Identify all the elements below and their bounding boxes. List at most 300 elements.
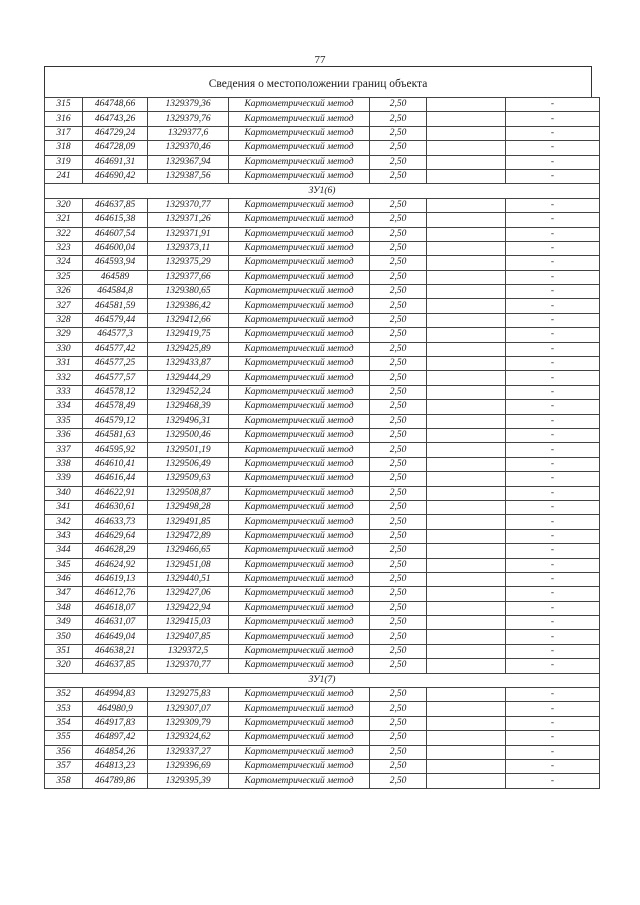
method-cell: Картометрический метод: [229, 414, 370, 428]
point-number-cell: 328: [45, 313, 83, 327]
note-cell: -: [506, 313, 600, 327]
method-cell: Картометрический метод: [229, 774, 370, 788]
x-coordinate-cell: 464649,04: [83, 630, 148, 644]
x-coordinate-cell: 464633,73: [83, 515, 148, 529]
y-coordinate-cell: 1329468,39: [148, 400, 229, 414]
extra-cell: [427, 313, 506, 327]
table-row: [45, 472, 600, 486]
method-cell: Картометрический метод: [229, 486, 370, 500]
table-row: [45, 457, 600, 471]
table-row: [45, 702, 600, 716]
note-cell: -: [506, 98, 600, 112]
note-cell: -: [506, 270, 600, 284]
method-cell: Картометрический метод: [229, 472, 370, 486]
point-number-cell: 358: [45, 774, 83, 788]
y-coordinate-cell: 1329498,28: [148, 500, 229, 514]
point-number-cell: 327: [45, 299, 83, 313]
table-row: [45, 357, 600, 371]
y-coordinate-cell: 1329508,87: [148, 486, 229, 500]
extra-cell: [427, 457, 506, 471]
point-number-cell: 322: [45, 227, 83, 241]
point-number-cell: 325: [45, 270, 83, 284]
method-cell: Картометрический метод: [229, 227, 370, 241]
extra-cell: [427, 285, 506, 299]
x-coordinate-cell: 464595,92: [83, 443, 148, 457]
table-row: [45, 659, 600, 673]
point-number-cell: 331: [45, 357, 83, 371]
table-row: [45, 716, 600, 730]
precision-cell: 2,50: [370, 443, 427, 457]
extra-cell: [427, 486, 506, 500]
note-cell: -: [506, 400, 600, 414]
y-coordinate-cell: 1329379,76: [148, 112, 229, 126]
note-cell: -: [506, 630, 600, 644]
y-coordinate-cell: 1329375,29: [148, 256, 229, 270]
table-row: [45, 155, 600, 169]
method-cell: Картометрический метод: [229, 572, 370, 586]
extra-cell: [427, 141, 506, 155]
x-coordinate-cell: 464577,57: [83, 371, 148, 385]
extra-cell: [427, 198, 506, 212]
y-coordinate-cell: 1329433,87: [148, 357, 229, 371]
extra-cell: [427, 644, 506, 658]
note-cell: -: [506, 371, 600, 385]
x-coordinate-cell: 464690,42: [83, 169, 148, 183]
y-coordinate-cell: 1329309,79: [148, 716, 229, 730]
point-number-cell: 355: [45, 731, 83, 745]
point-number-cell: 334: [45, 400, 83, 414]
table-title: Сведения о местоположении границ объекта: [44, 66, 592, 97]
x-coordinate-cell: 464581,63: [83, 428, 148, 442]
group-header-row: [45, 184, 600, 198]
extra-cell: [427, 112, 506, 126]
table-row: [45, 385, 600, 399]
method-cell: Картометрический метод: [229, 544, 370, 558]
precision-cell: 2,50: [370, 155, 427, 169]
precision-cell: 2,50: [370, 472, 427, 486]
extra-cell: [427, 587, 506, 601]
y-coordinate-cell: 1329373,11: [148, 241, 229, 255]
y-coordinate-cell: 1329506,49: [148, 457, 229, 471]
point-number-cell: 347: [45, 587, 83, 601]
point-number-cell: 320: [45, 659, 83, 673]
precision-cell: 2,50: [370, 357, 427, 371]
extra-cell: [427, 544, 506, 558]
table-row: [45, 414, 600, 428]
table-row: [45, 759, 600, 773]
method-cell: Картометрический метод: [229, 601, 370, 615]
point-number-cell: 241: [45, 169, 83, 183]
extra-cell: [427, 155, 506, 169]
precision-cell: 2,50: [370, 313, 427, 327]
x-coordinate-cell: 464917,83: [83, 716, 148, 730]
y-coordinate-cell: 1329427,06: [148, 587, 229, 601]
point-number-cell: 353: [45, 702, 83, 716]
precision-cell: 2,50: [370, 141, 427, 155]
table-row: [45, 572, 600, 586]
table-row: [45, 169, 600, 183]
y-coordinate-cell: 1329509,63: [148, 472, 229, 486]
extra-cell: [427, 716, 506, 730]
x-coordinate-cell: 464691,31: [83, 155, 148, 169]
note-cell: -: [506, 515, 600, 529]
x-coordinate-cell: 464630,61: [83, 500, 148, 514]
point-number-cell: 349: [45, 616, 83, 630]
precision-cell: 2,50: [370, 285, 427, 299]
note-cell: -: [506, 731, 600, 745]
y-coordinate-cell: 1329412,66: [148, 313, 229, 327]
precision-cell: 2,50: [370, 601, 427, 615]
method-cell: Картометрический метод: [229, 169, 370, 183]
y-coordinate-cell: 1329386,42: [148, 299, 229, 313]
precision-cell: 2,50: [370, 702, 427, 716]
note-cell: -: [506, 443, 600, 457]
x-coordinate-cell: 464618,07: [83, 601, 148, 615]
method-cell: Картометрический метод: [229, 98, 370, 112]
precision-cell: 2,50: [370, 616, 427, 630]
method-cell: Картометрический метод: [229, 385, 370, 399]
table-row: [45, 486, 600, 500]
point-number-cell: 329: [45, 328, 83, 342]
y-coordinate-cell: 1329407,85: [148, 630, 229, 644]
x-coordinate-cell: 464581,59: [83, 299, 148, 313]
x-coordinate-cell: 464813,23: [83, 759, 148, 773]
table-row: [45, 745, 600, 759]
extra-cell: [427, 443, 506, 457]
point-number-cell: 342: [45, 515, 83, 529]
extra-cell: [427, 630, 506, 644]
extra-cell: [427, 227, 506, 241]
point-number-cell: 318: [45, 141, 83, 155]
extra-cell: [427, 601, 506, 615]
precision-cell: 2,50: [370, 400, 427, 414]
y-coordinate-cell: 1329337,27: [148, 745, 229, 759]
y-coordinate-cell: 1329370,77: [148, 198, 229, 212]
extra-cell: [427, 169, 506, 183]
x-coordinate-cell: 464637,85: [83, 659, 148, 673]
precision-cell: 2,50: [370, 126, 427, 140]
x-coordinate-cell: 464638,21: [83, 644, 148, 658]
point-number-cell: 320: [45, 198, 83, 212]
extra-cell: [427, 256, 506, 270]
table-row: [45, 500, 600, 514]
table-row: [45, 98, 600, 112]
x-coordinate-cell: 464624,92: [83, 558, 148, 572]
extra-cell: [427, 702, 506, 716]
note-cell: -: [506, 112, 600, 126]
point-number-cell: 339: [45, 472, 83, 486]
extra-cell: [427, 688, 506, 702]
method-cell: Картометрический метод: [229, 500, 370, 514]
extra-cell: [427, 357, 506, 371]
x-coordinate-cell: 464589: [83, 270, 148, 284]
method-cell: Картометрический метод: [229, 256, 370, 270]
x-coordinate-cell: 464577,25: [83, 357, 148, 371]
table-row: [45, 616, 600, 630]
method-cell: Картометрический метод: [229, 241, 370, 255]
y-coordinate-cell: 1329377,66: [148, 270, 229, 284]
x-coordinate-cell: 464622,91: [83, 486, 148, 500]
note-cell: -: [506, 342, 600, 356]
point-number-cell: 344: [45, 544, 83, 558]
coordinates-table-body: [45, 98, 600, 789]
table-row: [45, 443, 600, 457]
precision-cell: 2,50: [370, 112, 427, 126]
precision-cell: 2,50: [370, 500, 427, 514]
table-row: [45, 428, 600, 442]
precision-cell: 2,50: [370, 745, 427, 759]
point-number-cell: 357: [45, 759, 83, 773]
extra-cell: [427, 342, 506, 356]
table-row: [45, 126, 600, 140]
method-cell: Картометрический метод: [229, 428, 370, 442]
x-coordinate-cell: 464577,42: [83, 342, 148, 356]
y-coordinate-cell: 1329422,94: [148, 601, 229, 615]
note-cell: -: [506, 126, 600, 140]
note-cell: -: [506, 256, 600, 270]
y-coordinate-cell: 1329396,69: [148, 759, 229, 773]
table-row: [45, 688, 600, 702]
x-coordinate-cell: 464619,13: [83, 572, 148, 586]
method-cell: Картометрический метод: [229, 716, 370, 730]
method-cell: Картометрический метод: [229, 558, 370, 572]
table-row: [45, 328, 600, 342]
y-coordinate-cell: 1329395,39: [148, 774, 229, 788]
note-cell: -: [506, 572, 600, 586]
precision-cell: 2,50: [370, 342, 427, 356]
point-number-cell: 317: [45, 126, 83, 140]
method-cell: Картометрический метод: [229, 659, 370, 673]
y-coordinate-cell: 1329367,94: [148, 155, 229, 169]
y-coordinate-cell: 1329496,31: [148, 414, 229, 428]
group-header-row: [45, 673, 600, 687]
y-coordinate-cell: 1329472,89: [148, 529, 229, 543]
note-cell: -: [506, 716, 600, 730]
table-row: [45, 313, 600, 327]
note-cell: -: [506, 141, 600, 155]
y-coordinate-cell: 1329491,85: [148, 515, 229, 529]
precision-cell: 2,50: [370, 198, 427, 212]
point-number-cell: 333: [45, 385, 83, 399]
y-coordinate-cell: 1329324,62: [148, 731, 229, 745]
method-cell: Картометрический метод: [229, 270, 370, 284]
precision-cell: 2,50: [370, 558, 427, 572]
extra-cell: [427, 616, 506, 630]
note-cell: -: [506, 457, 600, 471]
extra-cell: [427, 428, 506, 442]
precision-cell: 2,50: [370, 213, 427, 227]
precision-cell: 2,50: [370, 774, 427, 788]
method-cell: Картометрический метод: [229, 616, 370, 630]
note-cell: -: [506, 616, 600, 630]
extra-cell: [427, 515, 506, 529]
extra-cell: [427, 731, 506, 745]
x-coordinate-cell: 464854,26: [83, 745, 148, 759]
precision-cell: 2,50: [370, 688, 427, 702]
x-coordinate-cell: 464631,07: [83, 616, 148, 630]
x-coordinate-cell: 464729,24: [83, 126, 148, 140]
group-label: ЗУ1(6): [45, 184, 600, 198]
point-number-cell: 324: [45, 256, 83, 270]
extra-cell: [427, 774, 506, 788]
note-cell: -: [506, 702, 600, 716]
method-cell: Картометрический метод: [229, 515, 370, 529]
extra-cell: [427, 213, 506, 227]
method-cell: Картометрический метод: [229, 141, 370, 155]
x-coordinate-cell: 464980,9: [83, 702, 148, 716]
extra-cell: [427, 759, 506, 773]
table-row: [45, 285, 600, 299]
precision-cell: 2,50: [370, 515, 427, 529]
precision-cell: 2,50: [370, 457, 427, 471]
extra-cell: [427, 400, 506, 414]
table-row: [45, 270, 600, 284]
coordinates-table: [44, 97, 600, 789]
precision-cell: 2,50: [370, 630, 427, 644]
note-cell: -: [506, 529, 600, 543]
table-row: [45, 558, 600, 572]
table-row: [45, 213, 600, 227]
x-coordinate-cell: 464579,12: [83, 414, 148, 428]
point-number-cell: 351: [45, 644, 83, 658]
table-row: [45, 544, 600, 558]
precision-cell: 2,50: [370, 529, 427, 543]
table-row: [45, 227, 600, 241]
x-coordinate-cell: 464612,76: [83, 587, 148, 601]
point-number-cell: 356: [45, 745, 83, 759]
y-coordinate-cell: 1329500,46: [148, 428, 229, 442]
point-number-cell: 341: [45, 500, 83, 514]
precision-cell: 2,50: [370, 270, 427, 284]
method-cell: Картометрический метод: [229, 126, 370, 140]
y-coordinate-cell: 1329377,6: [148, 126, 229, 140]
extra-cell: [427, 299, 506, 313]
group-label: ЗУ1(7): [45, 673, 600, 687]
note-cell: -: [506, 385, 600, 399]
x-coordinate-cell: 464728,09: [83, 141, 148, 155]
method-cell: Картометрический метод: [229, 313, 370, 327]
y-coordinate-cell: 1329415,03: [148, 616, 229, 630]
point-number-cell: 323: [45, 241, 83, 255]
y-coordinate-cell: 1329466,65: [148, 544, 229, 558]
x-coordinate-cell: 464748,66: [83, 98, 148, 112]
method-cell: Картометрический метод: [229, 400, 370, 414]
method-cell: Картометрический метод: [229, 112, 370, 126]
extra-cell: [427, 98, 506, 112]
extra-cell: [427, 500, 506, 514]
page-number: 77: [314, 54, 326, 66]
x-coordinate-cell: 464994,83: [83, 688, 148, 702]
point-number-cell: 332: [45, 371, 83, 385]
point-number-cell: 337: [45, 443, 83, 457]
precision-cell: 2,50: [370, 328, 427, 342]
table-row: [45, 630, 600, 644]
method-cell: Картометрический метод: [229, 630, 370, 644]
point-number-cell: 354: [45, 716, 83, 730]
extra-cell: [427, 659, 506, 673]
table-row: [45, 400, 600, 414]
method-cell: Картометрический метод: [229, 457, 370, 471]
note-cell: -: [506, 500, 600, 514]
y-coordinate-cell: 1329425,89: [148, 342, 229, 356]
extra-cell: [427, 385, 506, 399]
y-coordinate-cell: 1329370,46: [148, 141, 229, 155]
table-row: [45, 515, 600, 529]
method-cell: Картометрический метод: [229, 371, 370, 385]
extra-cell: [427, 270, 506, 284]
extra-cell: [427, 745, 506, 759]
extra-cell: [427, 241, 506, 255]
table-row: [45, 256, 600, 270]
table-row: [45, 241, 600, 255]
precision-cell: 2,50: [370, 759, 427, 773]
x-coordinate-cell: 464578,12: [83, 385, 148, 399]
method-cell: Картометрический метод: [229, 342, 370, 356]
note-cell: -: [506, 774, 600, 788]
point-number-cell: 348: [45, 601, 83, 615]
method-cell: Картометрический метод: [229, 443, 370, 457]
precision-cell: 2,50: [370, 414, 427, 428]
table-row: [45, 644, 600, 658]
x-coordinate-cell: 464579,44: [83, 313, 148, 327]
point-number-cell: 350: [45, 630, 83, 644]
point-number-cell: 338: [45, 457, 83, 471]
point-number-cell: 316: [45, 112, 83, 126]
x-coordinate-cell: 464578,49: [83, 400, 148, 414]
note-cell: -: [506, 558, 600, 572]
y-coordinate-cell: 1329501,19: [148, 443, 229, 457]
x-coordinate-cell: 464789,86: [83, 774, 148, 788]
note-cell: -: [506, 587, 600, 601]
note-cell: -: [506, 241, 600, 255]
precision-cell: 2,50: [370, 169, 427, 183]
precision-cell: 2,50: [370, 644, 427, 658]
y-coordinate-cell: 1329387,56: [148, 169, 229, 183]
method-cell: Картометрический метод: [229, 213, 370, 227]
precision-cell: 2,50: [370, 659, 427, 673]
note-cell: -: [506, 659, 600, 673]
note-cell: -: [506, 472, 600, 486]
note-cell: -: [506, 285, 600, 299]
extra-cell: [427, 126, 506, 140]
y-coordinate-cell: 1329452,24: [148, 385, 229, 399]
note-cell: -: [506, 688, 600, 702]
note-cell: -: [506, 745, 600, 759]
precision-cell: 2,50: [370, 241, 427, 255]
note-cell: -: [506, 328, 600, 342]
method-cell: Картометрический метод: [229, 299, 370, 313]
note-cell: -: [506, 299, 600, 313]
note-cell: -: [506, 759, 600, 773]
method-cell: Картометрический метод: [229, 357, 370, 371]
point-number-cell: 319: [45, 155, 83, 169]
note-cell: -: [506, 414, 600, 428]
table-row: [45, 731, 600, 745]
method-cell: Картометрический метод: [229, 198, 370, 212]
extra-cell: [427, 572, 506, 586]
x-coordinate-cell: 464610,41: [83, 457, 148, 471]
extra-cell: [427, 558, 506, 572]
point-number-cell: 340: [45, 486, 83, 500]
point-number-cell: 343: [45, 529, 83, 543]
precision-cell: 2,50: [370, 587, 427, 601]
method-cell: Картометрический метод: [229, 731, 370, 745]
precision-cell: 2,50: [370, 731, 427, 745]
table-row: [45, 371, 600, 385]
extra-cell: [427, 371, 506, 385]
point-number-cell: 326: [45, 285, 83, 299]
precision-cell: 2,50: [370, 98, 427, 112]
